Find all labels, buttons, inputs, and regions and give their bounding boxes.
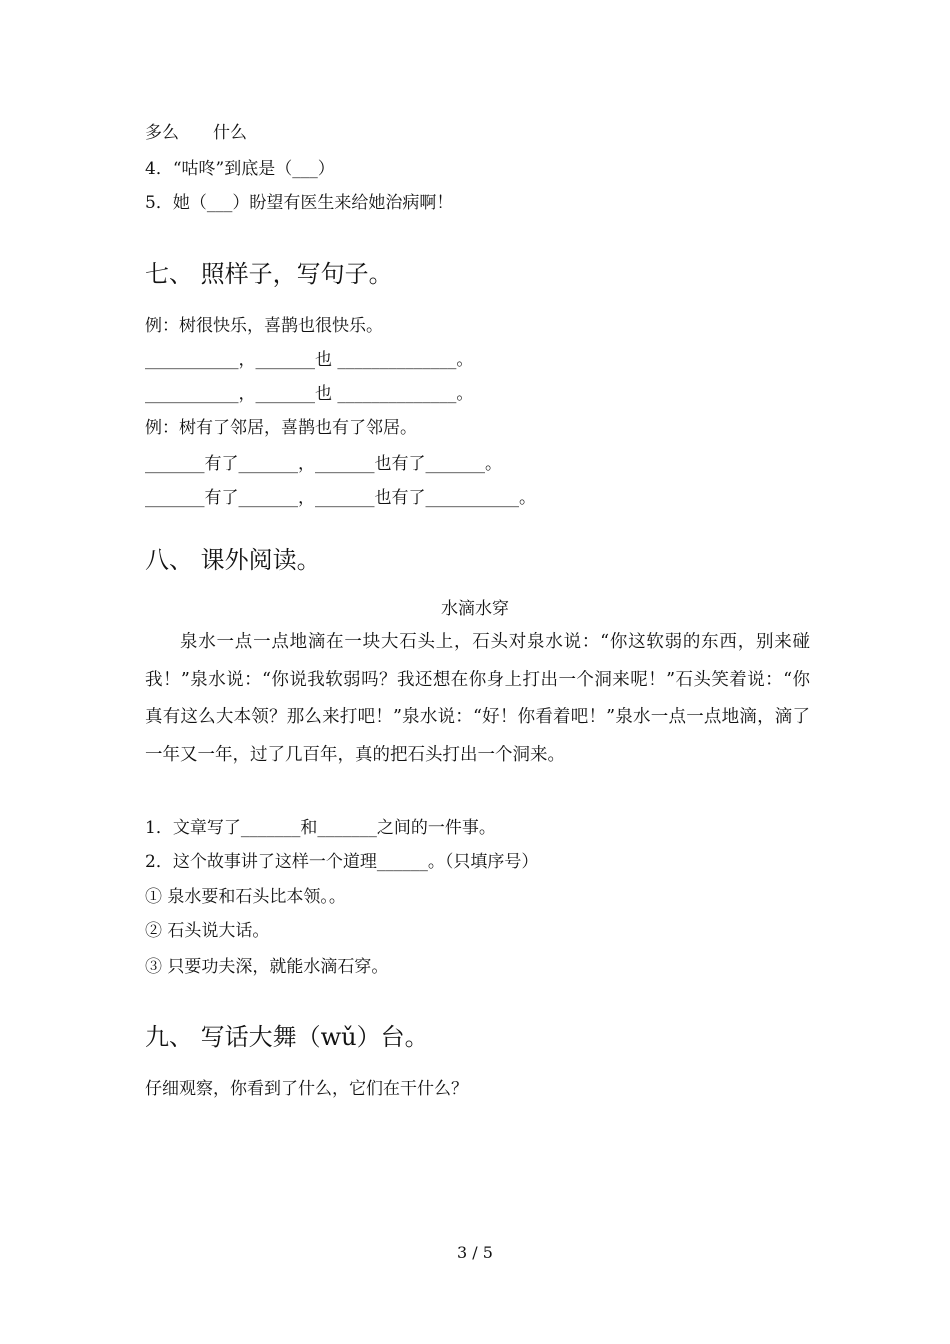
question-4: 4．“咕咚”到底是（___）: [145, 159, 335, 179]
word-options-line: 多么 什么: [145, 123, 247, 143]
fill-blank-line-4: _______有了_______，_______也有了___________。: [145, 488, 536, 508]
reading-question-1: 1．文章写了_______和_______之间的一件事。: [145, 818, 496, 838]
example-2: 例：树有了邻居，喜鹊也有了邻居。: [145, 418, 417, 438]
answer-option-2: ② 石头说大话。: [145, 921, 270, 941]
fill-blank-line-3: _______有了_______，_______也有了_______。: [145, 454, 502, 474]
section-8-heading: 八、 课外阅读。: [145, 546, 321, 574]
writing-prompt: 仔细观察，你看到了什么，它们在干什么？: [145, 1079, 468, 1099]
question-5: 5．她（___）盼望有医生来给她治病啊！: [145, 193, 454, 213]
answer-option-1: ① 泉水要和石头比本领。。: [145, 887, 346, 907]
section-7-heading: 七、 照样子，写句子。: [145, 260, 393, 288]
fill-blank-line-1: ___________，_______也 ______________。: [145, 350, 474, 370]
page-number: 3 / 5: [457, 1243, 493, 1262]
answer-option-3: ③ 只要功夫深，就能水滴石穿。: [145, 957, 389, 977]
reading-question-2: 2．这个故事讲了这样一个道理______。（只填序号）: [145, 852, 539, 872]
fill-blank-line-2: ___________，_______也 ______________。: [145, 384, 474, 404]
story-title: 水滴水穿: [441, 599, 509, 619]
example-1: 例：树很快乐，喜鹊也很快乐。: [145, 316, 383, 336]
story-passage: 泉水一点一点地滴在一块大石头上，石头对泉水说：“你这软弱的东西，别来碰我！”泉水说：“你说我软弱吗？我还想在你身上打出一个洞来呢！”石头笑着说：“你真有这么大本领？那么来打吧！”泉水说：“好！你看着吧！”泉水一点一点地滴，滴了一年又一年，过了几百年，真的把石头打出一个洞来。: [145, 632, 810, 765]
section-9-heading: 九、 写话大舞（wǔ）台。: [145, 1023, 429, 1051]
